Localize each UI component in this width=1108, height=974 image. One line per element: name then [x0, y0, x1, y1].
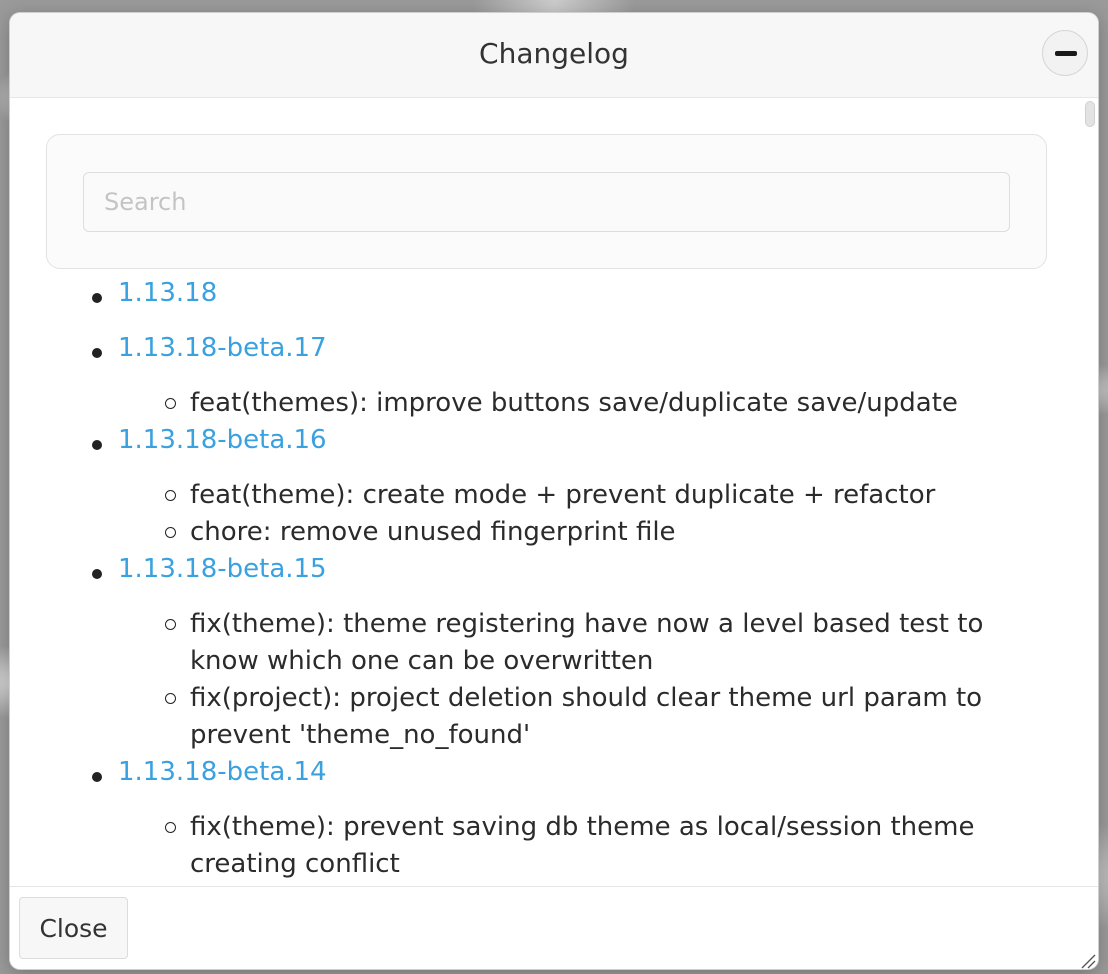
- modal-header: [10, 13, 1098, 98]
- change-list: [118, 809, 1080, 883]
- changelog-modal: [10, 13, 1098, 969]
- change-list: [118, 385, 1080, 422]
- version-link[interactable]: 1.13.18-beta.14: [118, 757, 327, 787]
- bullet-icon: [92, 440, 102, 450]
- change-text: feat(theme): create mode + prevent duplicate + refactor: [190, 480, 936, 510]
- circle-bullet-icon: [165, 398, 176, 409]
- bullet-icon: [92, 772, 102, 782]
- version-item: [10, 754, 1080, 883]
- change-item: [118, 809, 1058, 883]
- version-item: [10, 422, 1080, 551]
- circle-bullet-icon: [165, 490, 176, 501]
- change-list: [118, 477, 1080, 551]
- modal-footer: [10, 886, 1098, 969]
- change-item: [118, 514, 1058, 551]
- search-panel: [46, 134, 1047, 269]
- change-text: chore: remove unused fingerprint file: [190, 517, 676, 547]
- bullet-icon: [92, 569, 102, 579]
- change-item: [118, 680, 1058, 754]
- scrollbar[interactable]: [1084, 99, 1096, 886]
- circle-bullet-icon: [165, 822, 176, 833]
- change-item: [118, 477, 1058, 514]
- circle-bullet-icon: [165, 693, 176, 704]
- minus-icon: [1055, 51, 1077, 56]
- version-link[interactable]: 1.13.18: [118, 278, 218, 308]
- change-item: [118, 606, 1058, 680]
- bullet-icon: [92, 293, 102, 303]
- version-item: [10, 275, 1080, 330]
- close-button[interactable]: Close: [19, 897, 128, 959]
- change-text: fix(project): project deletion should clear theme url param to prevent 'theme_no_found': [190, 683, 983, 750]
- version-link[interactable]: 1.13.18-beta.15: [118, 554, 327, 584]
- change-list: [118, 606, 1080, 754]
- modal-body: [10, 99, 1098, 886]
- circle-bullet-icon: [165, 619, 176, 630]
- version-item: [10, 551, 1080, 754]
- version-link[interactable]: 1.13.18-beta.16: [118, 425, 327, 455]
- change-text: fix(theme): theme registering have now a level based test to know which one can be overwritten: [190, 609, 984, 676]
- version-item: [10, 330, 1080, 422]
- minimize-button[interactable]: [1042, 30, 1088, 76]
- change-text: feat(themes): improve buttons save/duplicate save/update: [190, 388, 958, 418]
- change-text: fix(theme): prevent saving db theme as local/session theme creating conflict: [190, 812, 975, 879]
- circle-bullet-icon: [165, 527, 176, 538]
- version-link[interactable]: 1.13.18-beta.17: [118, 333, 327, 363]
- resize-handle-icon[interactable]: [1080, 953, 1096, 969]
- modal-title: Changelog: [479, 37, 629, 70]
- change-item: [118, 385, 1058, 422]
- scrollbar-thumb[interactable]: [1085, 101, 1095, 127]
- changelog-list: [10, 275, 1080, 883]
- search-input[interactable]: [83, 172, 1010, 232]
- bullet-icon: [92, 348, 102, 358]
